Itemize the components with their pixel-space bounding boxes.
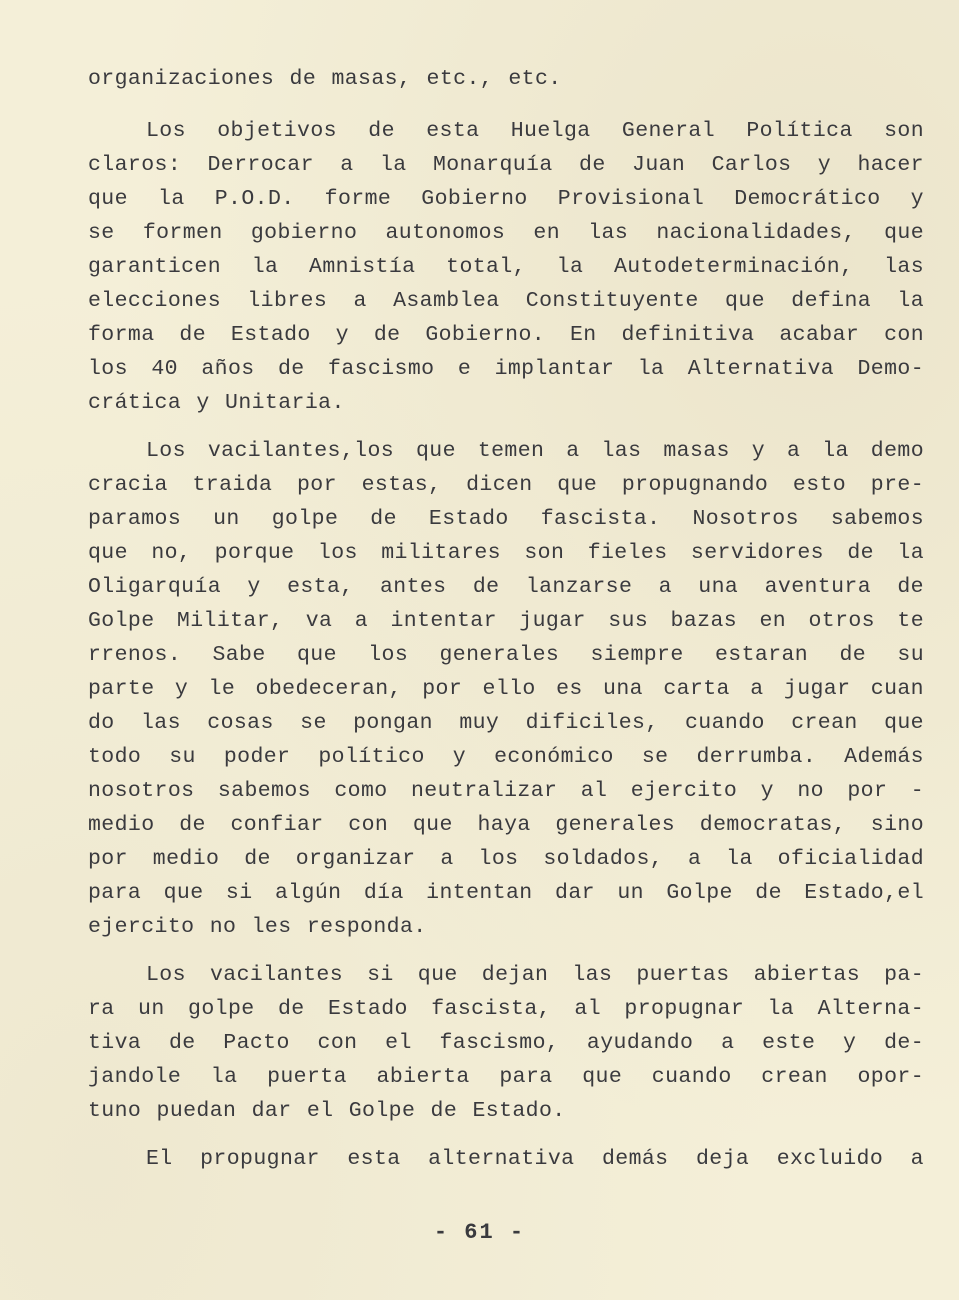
text-line: los 40 años de fascismo e implantar la Alternativa Demo-	[88, 357, 924, 381]
text-line: medio de confiar con que haya generales democratas, sino	[88, 813, 924, 837]
text-line: forma de Estado y de Gobierno. En definitiva acabar con	[88, 323, 924, 347]
text-line: paramos un golpe de Estado fascista. Nosotros sabemos	[88, 507, 924, 531]
paragraph-1	[88, 62, 924, 96]
text-line: Los vacilantes,los que temen a las masas y a la demo	[146, 439, 924, 463]
text-line: Oligarquía y esta, antes de lanzarse a una aventura de	[88, 575, 924, 599]
text-line: tiva de Pacto con el fascismo, ayudando a este y de-	[88, 1031, 924, 1055]
text-line: Los objetivos de esta Huelga General Política son	[146, 119, 924, 143]
text-line: jandole la puerta abierta para que cuando crean opor-	[88, 1065, 924, 1089]
text-line: El propugnar esta alternativa demás deja excluido a	[146, 1147, 924, 1171]
text-line: Los vacilantes si que dejan las puertas abiertas pa-	[146, 963, 924, 987]
text-line: se formen gobierno autonomos en las nacionalidades, que	[88, 221, 924, 245]
text-line: cracia traida por estas, dicen que propugnando esto pre-	[88, 473, 924, 497]
text-line: ejercito no les responda.	[88, 915, 427, 939]
text-line: que no, porque los militares son fieles servidores de la	[88, 541, 924, 565]
text-line: todo su poder político y económico se derrumba. Además	[88, 745, 924, 769]
text-line: Golpe Militar, va a intentar jugar sus bazas en otros te	[88, 609, 924, 633]
text-line: por medio de organizar a los soldados, a la oficialidad	[88, 847, 924, 871]
paragraph-2	[88, 114, 924, 420]
text-line: claros: Derrocar a la Monarquía de Juan Carlos y hacer	[88, 153, 924, 177]
text-line: crática y Unitaria.	[88, 391, 345, 415]
text-line: ra un golpe de Estado fascista, al propugnar la Alterna-	[88, 997, 924, 1021]
text-line: garanticen la Amnistía total, la Autodeterminación, las	[88, 255, 924, 279]
text-line: tuno puedan dar el Golpe de Estado.	[88, 1099, 566, 1123]
text-line: que la P.O.D. forme Gobierno Provisional Democrático y	[88, 187, 924, 211]
paragraph-4	[88, 958, 924, 1128]
page-number: - 61 -	[433, 1220, 526, 1245]
text-line: do las cosas se pongan muy dificiles, cuando crean que	[88, 711, 924, 735]
paragraph-3	[88, 434, 924, 944]
text-line: organizaciones de masas, etc., etc.	[88, 67, 562, 91]
paragraph-5	[88, 1142, 924, 1176]
text-line: nosotros sabemos como neutralizar al ejercito y no por -	[88, 779, 924, 803]
text-line: para que si algún día intentan dar un Golpe de Estado,el	[88, 881, 924, 905]
text-line: parte y le obedeceran, por ello es una carta a jugar cuan	[88, 677, 924, 701]
text-line: rrenos. Sabe que los generales siempre estaran de su	[88, 643, 924, 667]
text-line: elecciones libres a Asamblea Constituyente que defina la	[88, 289, 924, 313]
